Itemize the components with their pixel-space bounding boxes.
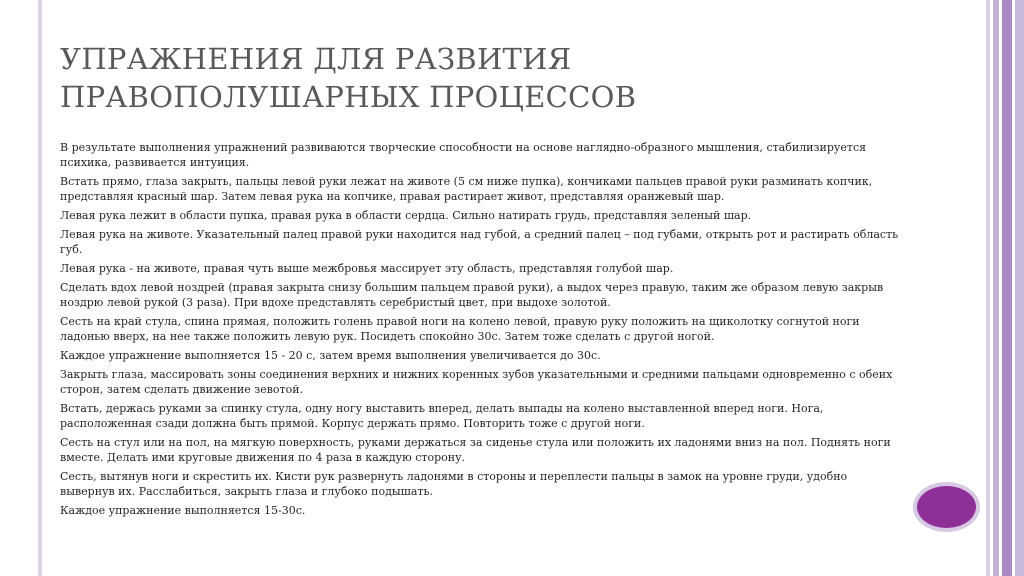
slide-title	[60, 40, 960, 116]
body-paragraph: Левая рука лежит в области пупка, правая рука в области сердца. Сильно натирать грудь, представляя зеленый шар.	[60, 209, 752, 222]
body-paragraph: Сделать вдох левой ноздрей (правая закрыта снизу большим пальцем правой руки), а выдох через правую, таким же образом левую закрыв ноздрю левой рукой (3 раза). При вдохе представлять серебристый цвет, при выдохе золотой.	[60, 281, 884, 309]
right-decorative-stripes	[986, 0, 1024, 576]
slide-body	[60, 140, 900, 522]
body-paragraph: Закрыть глаза, массировать зоны соединения верхних и нижних коренных зубов указательными и средними пальцами одновременно с обеих сторон, затем сделать движение зевотой.	[60, 368, 893, 396]
body-paragraph: Каждое упражнение выполняется 15 - 20 с, затем время выполнения увеличивается до 30с.	[60, 349, 601, 362]
body-paragraph: Каждое упражнение выполняется 15-30с.	[60, 504, 306, 517]
body-paragraph: В результате выполнения упражнений развиваются творческие способности на основе наглядно-образного мышления, стабилизируется психика, развивается интуиция.	[60, 141, 867, 169]
decorative-circle-icon	[913, 482, 980, 532]
stripe	[1015, 0, 1024, 576]
title-line-1: УПРАЖНЕНИЯ ДЛЯ РАЗВИТИЯ	[60, 42, 572, 76]
body-paragraph: Сесть, вытянув ноги и скрестить их. Кисти рук развернуть ладонями в стороны и переплести пальцы в замок на уровне груди, удобно вывернув их. Расслабиться, закрыть глаза и глубоко подышать.	[60, 470, 848, 498]
title-line-2: ПРАВОПОЛУШАРНЫХ ПРОЦЕССОВ	[60, 80, 637, 114]
body-paragraph: Сесть на стул или на пол, на мягкую поверхность, руками держаться за сиденье стула или положить их ладонями вниз на пол. Поднять ноги вместе. Делать ими круговые движения по 4 раза в каждую сторону.	[60, 436, 891, 464]
body-paragraph: Встать прямо, глаза закрыть, пальцы левой руки лежат на животе (5 см ниже пупка), кончиками пальцев правой руки разминать копчик, представляя красный шар. Затем левая рука на копчике, правая растирает живот, представляя оранжевый шар.	[60, 175, 873, 203]
body-paragraph: Левая рука на животе. Указательный палец правой руки находится над губой, а средний палец – под губами, открыть рот и растирать область губ.	[60, 228, 899, 256]
body-paragraph: Встать, держась руками за спинку стула, одну ногу выставить вперед, делать выпады на колено выставленной вперед ноги. Нога, расположенная сзади должна быть прямой. Корпус держать прямо. Повторить тоже с другой ноги.	[60, 402, 824, 430]
body-paragraph: Сесть на край стула, спина прямая, положить голень правой ноги на колено левой, правую руку положить на щиколотку согнутой ноги ладонью вверх, на нее также положить левую рук. Посидеть спокойно 30с. Затем тоже сделать с другой ногой.	[60, 315, 860, 343]
left-border-line	[38, 0, 42, 576]
body-paragraph: Левая рука - на животе, правая чуть выше межбровья массирует эту область, представляя голубой шар.	[60, 262, 674, 275]
stripe	[1002, 0, 1012, 576]
